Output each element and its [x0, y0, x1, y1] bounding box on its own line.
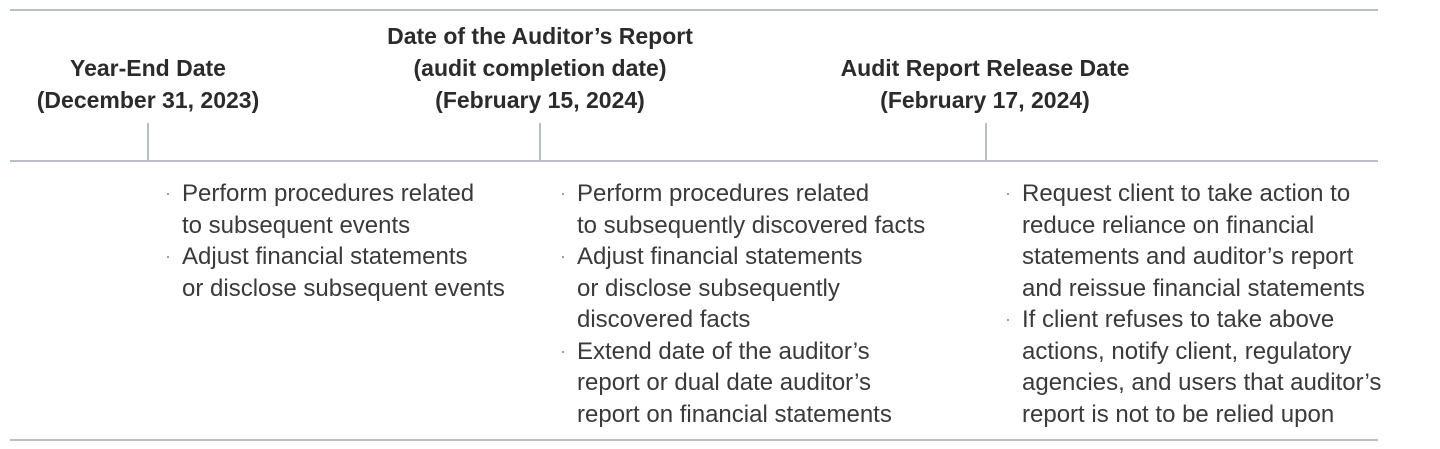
bullet-icon: ·: [1005, 309, 1011, 329]
item-line: Perform procedures related: [182, 180, 475, 207]
tick-report-date: [539, 123, 541, 161]
top-rule: [10, 9, 1378, 11]
milestone-date: (February 17, 2024): [880, 87, 1090, 113]
timeline-axis: [10, 160, 1378, 162]
item-line: reduce reliance on financial: [1022, 211, 1315, 239]
bullet-icon: ·: [560, 246, 566, 266]
bullet-icon: ·: [165, 246, 171, 266]
item-line: and reissue financial statements: [1022, 274, 1365, 302]
milestone-date: (December 31, 2023): [36, 87, 260, 113]
column-before-report-date: [160, 178, 505, 304]
milestone-label: Date of the Auditor’s Report: [387, 23, 693, 49]
milestone-report-date: [350, 20, 730, 116]
milestone-label: Year-End Date: [70, 55, 226, 81]
tick-release-date: [985, 123, 987, 161]
milestone-year-end: [8, 52, 288, 116]
bullet-icon: ·: [560, 183, 566, 203]
milestone-label: Audit Report Release Date: [840, 55, 1130, 81]
item-line: Extend date of the auditor’s: [577, 337, 870, 365]
item-line: Adjust financial statements: [182, 243, 468, 270]
list-item: [555, 241, 925, 336]
item-line: If client refuses to take above: [1022, 306, 1335, 333]
milestone-sublabel: (audit completion date): [413, 55, 667, 81]
list-item: [1000, 304, 1381, 430]
milestone-release-date: [810, 52, 1160, 116]
list-item: [555, 336, 925, 431]
item-line: to subsequent events: [182, 211, 411, 239]
item-line: statements and auditor’s report: [1022, 243, 1354, 270]
bullet-icon: ·: [1005, 183, 1011, 203]
list-item: [160, 241, 505, 304]
item-line: report is not to be relied upon: [1022, 400, 1335, 428]
list-item: [1000, 178, 1381, 304]
tick-year-end: [147, 123, 149, 161]
column-after-release-date: [1000, 178, 1381, 430]
item-line: Adjust financial statements: [577, 243, 863, 270]
item-line: Perform procedures related: [577, 180, 870, 207]
item-line: agencies, and users that auditor’s: [1022, 369, 1382, 396]
item-line: to subsequently discovered facts: [577, 211, 926, 239]
list-item: [160, 178, 505, 241]
item-line: or disclose subsequently: [577, 274, 840, 302]
item-line: actions, notify client, regulatory: [1022, 337, 1352, 365]
item-line: report or dual date auditor’s: [577, 369, 871, 396]
milestone-date: (February 15, 2024): [435, 87, 645, 113]
item-line: discovered facts: [577, 306, 751, 333]
bullet-icon: ·: [560, 340, 566, 361]
list-item: [555, 178, 925, 241]
bullet-icon: ·: [165, 183, 171, 203]
bottom-rule: [10, 439, 1378, 441]
column-before-release-date: [555, 178, 925, 430]
item-line: Request client to take action to: [1022, 180, 1351, 207]
item-line: report on financial statements: [577, 400, 892, 428]
item-line: or disclose subsequent events: [182, 274, 505, 302]
